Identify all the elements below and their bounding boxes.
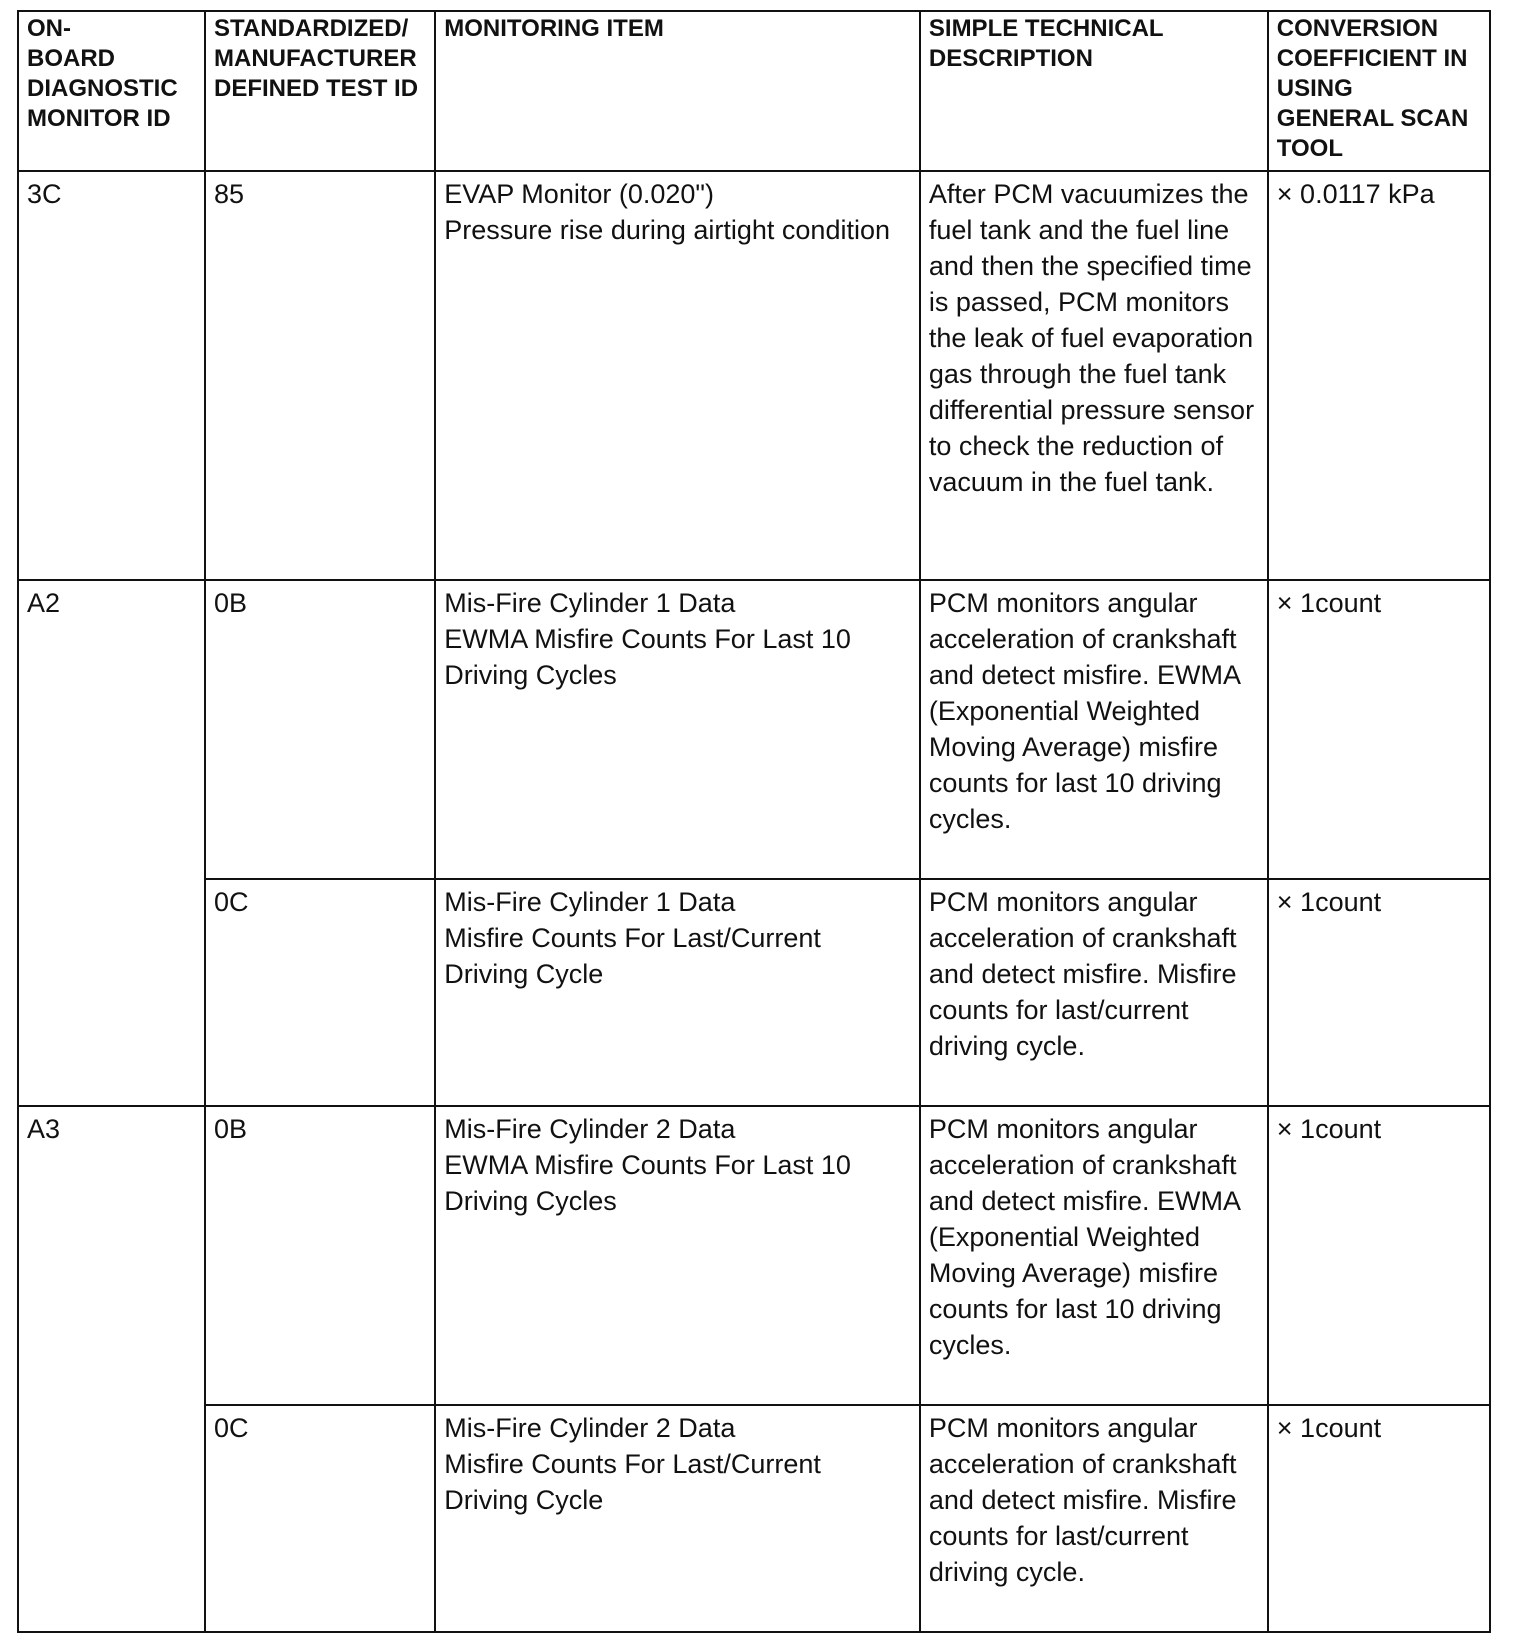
monitoring-item-detail: Misfire Counts For Last/Current Driving Cycle	[444, 923, 821, 989]
monitoring-item-cell	[435, 879, 920, 1106]
conversion-cell: × 1count	[1268, 879, 1490, 1106]
monitoring-item-title: Mis-Fire Cylinder 2 Data	[444, 1114, 736, 1144]
table-row	[18, 580, 1490, 879]
description-cell: PCM monitors angular acceleration of crankshaft and detect misfire. EWMA (Exponential Weighted Moving Average) misfire counts for last 10 driving cycles.	[920, 580, 1268, 879]
monitor-id-cell: A3	[18, 1106, 205, 1632]
conversion-cell: × 1count	[1268, 1106, 1490, 1405]
header-monitor-id: ON- BOARD DIAGNOSTIC MONITOR ID	[18, 11, 205, 171]
monitoring-item-title: Mis-Fire Cylinder 2 Data	[444, 1413, 736, 1443]
description-cell: PCM monitors angular acceleration of crankshaft and detect misfire. Misfire counts for last/current driving cycle.	[920, 879, 1268, 1106]
table-row	[18, 171, 1490, 580]
monitoring-item-cell	[435, 171, 920, 580]
monitoring-item-cell	[435, 580, 920, 879]
test-id-cell: 0C	[205, 879, 435, 1106]
monitor-id-cell: 3C	[18, 171, 205, 580]
description-cell: PCM monitors angular acceleration of crankshaft and detect misfire. Misfire counts for last/current driving cycle.	[920, 1405, 1268, 1632]
conversion-cell: × 1count	[1268, 1405, 1490, 1632]
monitoring-item-cell	[435, 1405, 920, 1632]
table-header-row	[18, 11, 1490, 171]
description-cell: After PCM vacuumizes the fuel tank and the fuel line and then the specified time is passed, PCM monitors the leak of fuel evaporation gas through the fuel tank differential pressure sensor to check the reduction of vacuum in the fuel tank.	[920, 171, 1268, 580]
monitoring-item-detail: Pressure rise during airtight condition	[444, 215, 890, 245]
header-test-id: STANDARDIZED/ MANUFACTURER DEFINED TEST ID	[205, 11, 435, 171]
monitoring-item-detail: EWMA Misfire Counts For Last 10 Driving Cycles	[444, 1150, 851, 1216]
table-row	[18, 879, 1490, 1106]
monitoring-item-title: Mis-Fire Cylinder 1 Data	[444, 887, 736, 917]
conversion-cell: × 0.0117 kPa	[1268, 171, 1490, 580]
description-cell: PCM monitors angular acceleration of crankshaft and detect misfire. EWMA (Exponential Weighted Moving Average) misfire counts for last 10 driving cycles.	[920, 1106, 1268, 1405]
header-description: SIMPLE TECHNICAL DESCRIPTION	[920, 11, 1268, 171]
test-id-cell: 0B	[205, 1106, 435, 1405]
monitoring-item-cell	[435, 1106, 920, 1405]
monitor-id-cell: A2	[18, 580, 205, 1106]
monitoring-item-title: EVAP Monitor (0.020")	[444, 179, 714, 209]
test-id-cell: 0B	[205, 580, 435, 879]
monitor-table	[17, 10, 1491, 1633]
table-row	[18, 1106, 1490, 1405]
header-conversion: CONVERSION COEFFICIENT IN USING GENERAL SCAN TOOL	[1268, 11, 1490, 171]
monitoring-item-title: Mis-Fire Cylinder 1 Data	[444, 588, 736, 618]
header-monitoring-item: MONITORING ITEM	[435, 11, 920, 171]
conversion-cell: × 1count	[1268, 580, 1490, 879]
test-id-cell: 85	[205, 171, 435, 580]
monitoring-item-detail: Misfire Counts For Last/Current Driving Cycle	[444, 1449, 821, 1515]
table-row	[18, 1405, 1490, 1632]
test-id-cell: 0C	[205, 1405, 435, 1632]
monitoring-item-detail: EWMA Misfire Counts For Last 10 Driving Cycles	[444, 624, 851, 690]
